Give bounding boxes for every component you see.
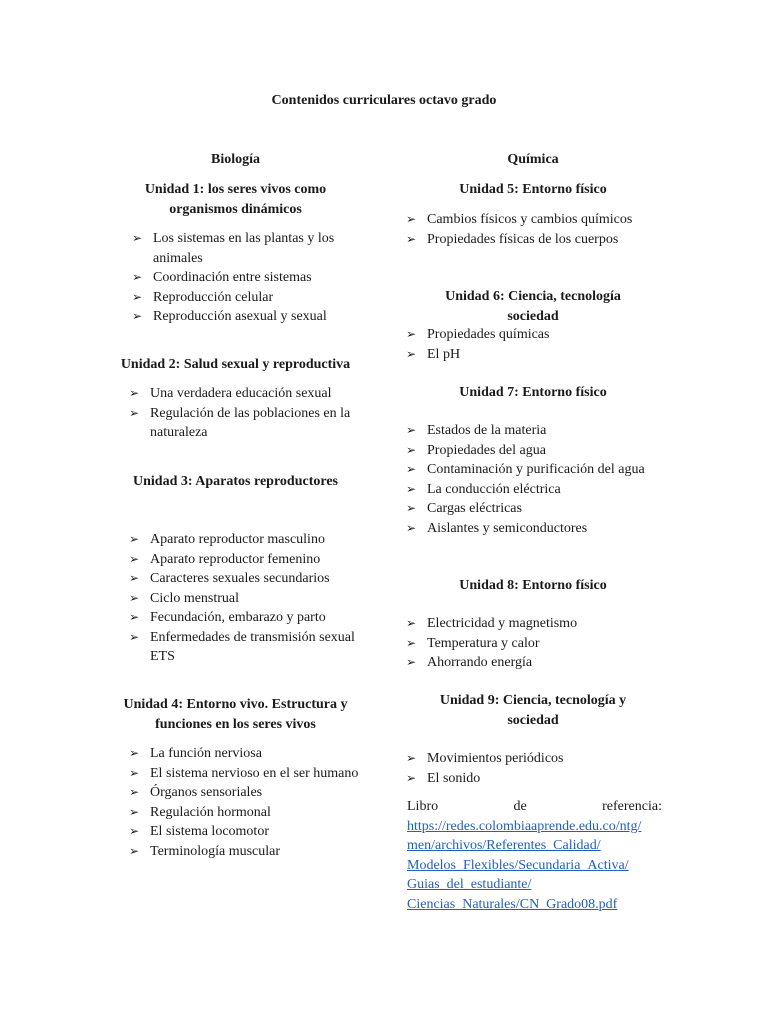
arrow-bullet-icon: ➢ (129, 843, 140, 858)
arrow-bullet-icon: ➢ (406, 231, 417, 246)
list-item: ➢ El pH (404, 345, 662, 365)
reference-link-line[interactable]: https://redes.colombiaaprende.edu.co/ntg/ (407, 818, 642, 834)
list-item: ➢ Aparato reproductor masculino (127, 530, 363, 550)
list-item: ➢ Cargas eléctricas (404, 499, 662, 519)
reference-link-line[interactable]: Modelos_Flexibles/Secundaria_Activa/ (407, 857, 629, 873)
unit-6-title: Unidad 6: Ciencia, tecnología sociedad (445, 289, 621, 324)
list-item: ➢ Ahorrando energía (404, 653, 662, 673)
list-item: ➢ Regulación hormonal (127, 803, 363, 823)
list-item: ➢ Enfermedades de transmisión sexual ETS (129, 629, 355, 664)
list-item: ➢ Electricidad y magnetismo (404, 614, 662, 634)
reference-link-line[interactable]: men/archivos/Referentes_Calidad/ (407, 838, 601, 853)
unit-4-title: Unidad 4: Entorno vivo. Estructura y funciones en los seres vivos (123, 697, 348, 732)
unit-9-title: Unidad 9: Ciencia, tecnología y sociedad (439, 693, 627, 728)
list-item: ➢ Movimientos periódicos (404, 749, 662, 769)
list-item: ➢ La conducción eléctrica (404, 480, 662, 500)
list-item: ➢ Órganos sensoriales (127, 783, 363, 803)
arrow-bullet-icon: ➢ (406, 212, 417, 226)
unit-5-list (404, 210, 662, 249)
list-item: ➢ Reproducción celular (130, 288, 358, 308)
arrow-bullet-icon: ➢ (129, 746, 140, 760)
arrow-bullet-icon: ➢ (129, 532, 140, 546)
list-item: ➢ Propiedades químicas (404, 325, 662, 345)
list-item: ➢ Una verdadera educación sexual (127, 384, 363, 404)
page-title: Contenidos curriculares octavo grado (271, 93, 497, 108)
unit-8-list (404, 614, 662, 673)
arrow-bullet-icon: ➢ (406, 423, 417, 437)
subject-heading-chemistry: Química (507, 152, 559, 167)
arrow-bullet-icon: ➢ (129, 804, 140, 819)
list-item: ➢ Terminología muscular (127, 842, 363, 862)
unit-1-list (130, 229, 358, 327)
arrow-bullet-icon: ➢ (129, 824, 140, 838)
arrow-bullet-icon: ➢ (406, 501, 417, 515)
subject-heading-biology: Biología (210, 152, 260, 167)
arrow-bullet-icon: ➢ (132, 231, 143, 245)
list-item: ➢ Temperatura y calor (404, 634, 662, 654)
list-item: ➢ Ciclo menstrual (127, 589, 363, 609)
arrow-bullet-icon: ➢ (406, 616, 417, 630)
arrow-bullet-icon: ➢ (132, 289, 143, 304)
unit-7-title: Unidad 7: Entorno físico (459, 385, 607, 400)
list-item: ➢ Estados de la materia (404, 421, 662, 441)
unit-1-title: Unidad 1: los seres vivos como organismos dinámicos (144, 182, 327, 217)
unit-2-title: Unidad 2: Salud sexual y reproductiva (120, 357, 351, 372)
arrow-bullet-icon: ➢ (129, 590, 140, 605)
list-item: ➢ Aparato reproductor femenino (127, 550, 363, 570)
arrow-bullet-icon: ➢ (406, 751, 417, 765)
arrow-bullet-icon: ➢ (129, 551, 140, 566)
arrow-bullet-icon: ➢ (129, 765, 140, 780)
reference-link-line[interactable]: Ciencias_Naturales/CN_Grado08.pdf (407, 896, 618, 912)
arrow-bullet-icon: ➢ (406, 520, 417, 535)
arrow-bullet-icon: ➢ (406, 462, 417, 476)
unit-4-list (127, 744, 363, 861)
list-item: ➢ Regulación de las poblaciones en la naturaleza (129, 405, 351, 440)
arrow-bullet-icon: ➢ (132, 309, 143, 323)
reference-label: Libro de referencia: (407, 799, 662, 814)
reference-link[interactable] (407, 817, 662, 915)
list-item: ➢ Reproducción asexual y sexual (130, 307, 358, 327)
unit-5-title: Unidad 5: Entorno físico (459, 182, 607, 197)
unit-3-list (127, 530, 363, 667)
unit-3-title: Unidad 3: Aparatos reproductores (133, 474, 338, 489)
list-item: ➢ Cambios físicos y cambios químicos (404, 210, 662, 230)
arrow-bullet-icon: ➢ (406, 346, 417, 361)
arrow-bullet-icon: ➢ (129, 386, 140, 400)
arrow-bullet-icon: ➢ (129, 629, 140, 644)
list-item: ➢ El sistema locomotor (127, 822, 363, 842)
list-item: ➢ El sonido (404, 769, 662, 789)
unit-7-list (404, 421, 662, 538)
unit-9-list (404, 749, 662, 788)
list-item: ➢ Los sistemas en las plantas y los animales (132, 231, 335, 266)
unit-8-title: Unidad 8: Entorno físico (459, 578, 607, 593)
list-item: ➢ Propiedades físicas de los cuerpos (404, 230, 662, 250)
unit-2-list (127, 384, 363, 443)
arrow-bullet-icon: ➢ (406, 770, 417, 785)
arrow-bullet-icon: ➢ (406, 635, 417, 650)
list-item: ➢ Coordinación entre sistemas (130, 268, 358, 288)
arrow-bullet-icon: ➢ (129, 785, 140, 799)
arrow-bullet-icon: ➢ (406, 327, 417, 341)
arrow-bullet-icon: ➢ (132, 270, 143, 284)
list-item: ➢ El sistema nervioso en el ser humano (127, 764, 363, 784)
list-item: ➢ La función nerviosa (127, 744, 363, 764)
list-item: ➢ Propiedades del agua (404, 441, 662, 461)
list-item: ➢ Aislantes y semiconductores (404, 519, 662, 539)
list-item: ➢ Contaminación y purificación del agua (404, 460, 662, 480)
list-item: ➢ Caracteres sexuales secundarios (127, 569, 363, 589)
reference-block (407, 797, 662, 914)
arrow-bullet-icon: ➢ (129, 571, 140, 585)
reference-link-line[interactable]: Guias_del_estudiante/ (407, 877, 532, 892)
arrow-bullet-icon: ➢ (129, 405, 140, 420)
list-item: ➢ Fecundación, embarazo y parto (127, 608, 363, 628)
unit-6-list (404, 325, 662, 364)
arrow-bullet-icon: ➢ (129, 610, 140, 624)
arrow-bullet-icon: ➢ (406, 655, 417, 669)
arrow-bullet-icon: ➢ (406, 481, 417, 496)
arrow-bullet-icon: ➢ (406, 442, 417, 457)
